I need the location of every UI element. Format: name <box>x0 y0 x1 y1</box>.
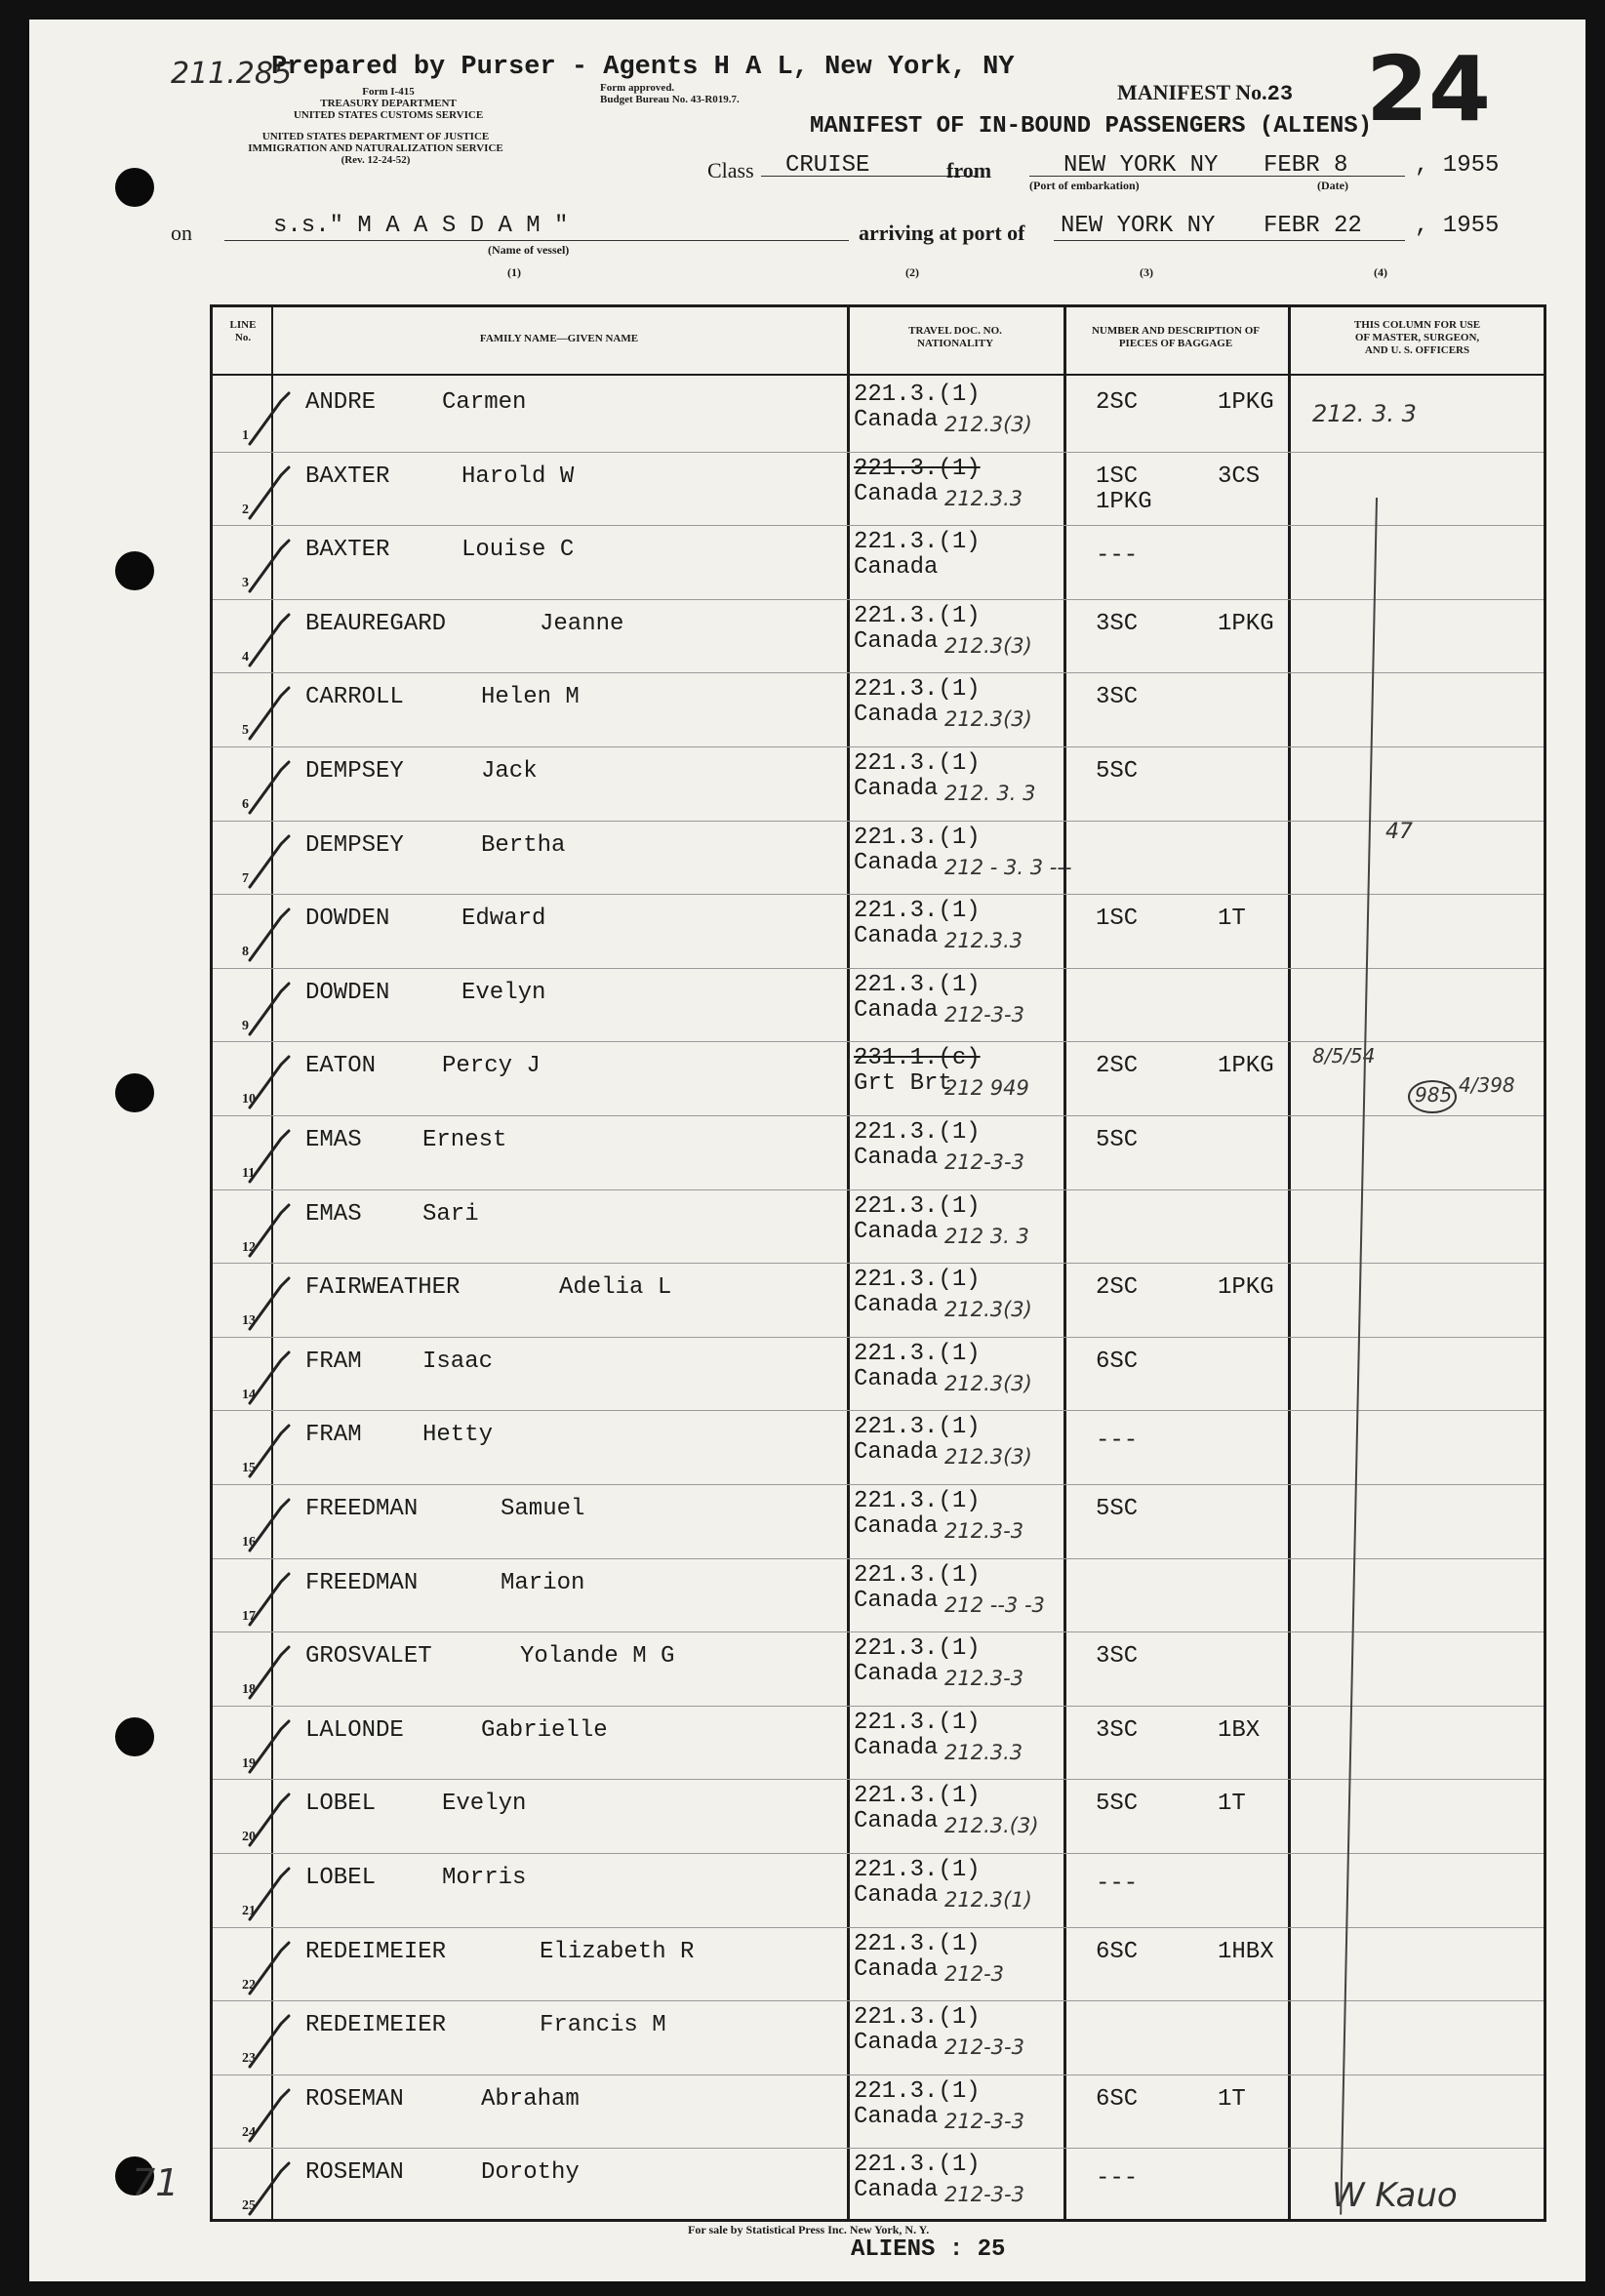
officer-note: 8/5/54 <box>1312 1044 1376 1067</box>
travel-doc-number: 221.3.(1) <box>854 2004 981 2032</box>
family-name: REDEIMEIER <box>305 2012 447 2039</box>
family-name: DOWDEN <box>305 906 390 933</box>
baggage-description: 1PKG <box>1218 1053 1274 1080</box>
arrival-date: FEBR 22 <box>1264 213 1362 239</box>
handwritten-code: 212.3.3 <box>944 1740 1023 1764</box>
line-number: 19 <box>242 1755 256 1771</box>
check-mark <box>242 2080 349 2149</box>
embarkation-date: FEBR 8 <box>1264 152 1348 179</box>
line-number: 21 <box>242 1904 256 1918</box>
line-number: 6 <box>242 797 249 812</box>
baggage-pieces: 6SC <box>1096 1938 1139 1965</box>
check-mark <box>242 900 349 968</box>
travel-doc-number: 221.3.(1) <box>854 1635 981 1663</box>
family-name: REDEIMEIER <box>305 1938 447 1965</box>
form-approved: Form approved. Budget Bureau No. 43-R019.7. <box>600 82 740 105</box>
baggage-pieces: 3SC <box>1096 684 1139 711</box>
handwritten-code: 212.3-3 <box>944 1667 1024 1691</box>
handwritten-code: 212.3-3 <box>944 1519 1024 1543</box>
check-mark <box>242 826 349 895</box>
footer-credit: For sale by Statistical Press Inc. New York, N. Y. <box>688 2223 930 2236</box>
given-name: Sari <box>422 1200 479 1228</box>
col-header-line: LINE No. <box>229 319 257 343</box>
baggage-pieces: 1SC <box>1096 906 1139 933</box>
row-divider <box>213 1189 1544 1190</box>
family-name: LALONDE <box>305 1716 404 1744</box>
travel-doc-number: 221.3.(1) <box>854 1192 981 1220</box>
from-label: from <box>946 158 992 182</box>
given-name: Elizabeth R <box>540 1938 695 1965</box>
binder-hole <box>115 1717 154 1756</box>
check-mark <box>242 1933 349 2001</box>
baggage-description: 1PKG <box>1218 389 1274 416</box>
vessel-caption: (Name of vessel) <box>488 243 570 257</box>
class-underline <box>761 176 976 177</box>
baggage-pieces: 3SC <box>1096 1643 1139 1671</box>
nationality: Canada <box>854 1513 939 1540</box>
row-divider <box>213 672 1544 673</box>
travel-doc-number: 221.3.(1) <box>854 971 981 998</box>
baggage-description: 1PKG <box>1218 1274 1274 1302</box>
travel-doc-number: 221.3.(1) <box>854 1783 981 1810</box>
table-row <box>213 746 1544 821</box>
class-label: Class <box>707 158 754 182</box>
given-name: Louise C <box>461 537 575 564</box>
nationality: Canada <box>854 1734 939 1761</box>
baggage-description: 1T <box>1218 2085 1246 2113</box>
baggage-pieces: 3SC <box>1096 1716 1139 1744</box>
handwritten-code: 212.3(3) <box>944 633 1032 658</box>
table-row <box>213 1115 1544 1189</box>
check-mark <box>242 752 349 821</box>
table-row <box>213 821 1544 895</box>
nationality: Canada <box>854 1292 939 1319</box>
handwritten-code: 212. 3. 3 <box>944 782 1036 805</box>
nationality: Canada <box>854 1955 939 1983</box>
check-mark <box>242 1637 349 1706</box>
row-divider <box>213 525 1544 526</box>
handwritten-code: 212.3(3) <box>944 707 1032 732</box>
row-divider <box>213 1115 1544 1116</box>
baggage-description: 1T <box>1218 906 1246 933</box>
check-mark <box>242 1416 349 1484</box>
travel-doc-number: 221.3.(1) <box>854 898 981 925</box>
page-number: 24 <box>1366 37 1492 141</box>
row-divider <box>213 1779 1544 1780</box>
check-mark <box>242 1343 349 1411</box>
travel-doc-number: 221.3.(1) <box>854 455 981 482</box>
family-name: DEMPSEY <box>305 831 404 859</box>
embarkation-year: , 1955 <box>1415 152 1500 179</box>
baggage-pieces: 6SC <box>1096 1348 1139 1375</box>
binder-hole <box>115 551 154 590</box>
binder-hole <box>115 168 154 207</box>
check-mark <box>242 2154 349 2222</box>
travel-doc-number: 221.3.(1) <box>854 2077 981 2105</box>
manifest-number-label: MANIFEST No.23 <box>1117 80 1294 106</box>
handwritten-code: 212.3(3) <box>944 413 1032 436</box>
officer-note: 985 <box>1415 1083 1453 1107</box>
family-name: FREEDMAN <box>305 1569 419 1596</box>
table-row <box>213 1853 1544 1927</box>
from-underline <box>1029 176 1405 177</box>
row-divider <box>213 1927 1544 1928</box>
line-number: 20 <box>242 1830 256 1845</box>
baggage-description: 1BX <box>1218 1716 1261 1744</box>
column-number-2: (2) <box>905 265 919 279</box>
check-mark <box>242 1859 349 1927</box>
nationality: Canada <box>854 1218 939 1245</box>
travel-doc-number: 231.1.(c) <box>854 1045 981 1072</box>
given-name: Evelyn <box>442 1791 527 1818</box>
handwritten-code: 212.3.3 <box>944 929 1023 953</box>
nationality: Canada <box>854 1365 939 1392</box>
header-divider <box>213 374 1544 376</box>
column-number-4: (4) <box>1374 265 1387 279</box>
given-name: Hetty <box>422 1422 494 1449</box>
table-row <box>213 1410 1544 1484</box>
manifest-sheet <box>29 20 1585 2281</box>
table-row <box>213 1558 1544 1632</box>
handwritten-code: 212.3(3) <box>944 1298 1032 1322</box>
check-mark <box>242 678 349 746</box>
table-row <box>213 672 1544 746</box>
table-row <box>213 525 1544 599</box>
check-mark <box>242 1712 349 1780</box>
nationality: Canada <box>854 1882 939 1909</box>
handwritten-code: 212 --3 -3 <box>944 1592 1045 1617</box>
table-row <box>213 599 1544 673</box>
baggage-description: 1T <box>1218 1791 1246 1818</box>
line-number: 17 <box>242 1608 256 1624</box>
family-name: FAIRWEATHER <box>305 1274 461 1302</box>
family-name: LOBEL <box>305 1865 377 1891</box>
given-name: Jack <box>481 758 538 785</box>
col-header-baggage: NUMBER AND DESCRIPTION OF PIECES OF BAGGAGE <box>1091 325 1261 349</box>
baggage-pieces: 1SC <box>1096 463 1139 490</box>
prepared-by: Prepared by Purser - Agents H A L, New York, NY <box>271 53 1015 82</box>
check-mark <box>242 458 349 526</box>
handwritten-code: 212.3(3) <box>944 1371 1032 1395</box>
line-number: 13 <box>242 1313 256 1329</box>
nationality: Canada <box>854 407 939 433</box>
doj-block: UNITED STATES DEPARTMENT OF JUSTICE IMMIGRATION AND NATURALIZATION SERVICE (Rev. 12-24-52) <box>248 131 503 166</box>
given-name: Marion <box>501 1569 585 1596</box>
nationality: Canada <box>854 2177 939 2204</box>
check-mark <box>242 1490 349 1558</box>
row-divider <box>213 1410 1544 1411</box>
travel-doc-number: 221.3.(1) <box>854 824 981 851</box>
travel-doc-number: 221.3.(1) <box>854 750 981 777</box>
baggage-description: 3CS <box>1218 463 1261 490</box>
travel-doc-number: 221.3.(1) <box>854 529 981 556</box>
family-name: BAXTER <box>305 463 390 490</box>
nationality: Canada <box>854 1587 939 1614</box>
row-divider <box>213 1853 1544 1854</box>
nationality: Canada <box>854 554 939 582</box>
nationality: Canada <box>854 2030 939 2057</box>
vessel-underline <box>224 240 849 241</box>
row-divider <box>213 746 1544 747</box>
col-header-travel-doc: TRAVEL DOC. NO. NATIONALITY <box>908 325 1002 349</box>
manifest-title: MANIFEST OF IN-BOUND PASSENGERS (ALIENS) <box>810 113 1373 140</box>
line-number: 4 <box>242 649 249 665</box>
handwritten-code: 212.3(3) <box>944 1445 1032 1470</box>
line-number: 12 <box>242 1239 256 1255</box>
row-divider <box>213 1337 1544 1338</box>
given-name: Bertha <box>481 831 566 859</box>
row-divider <box>213 1706 1544 1707</box>
table-row <box>213 1337 1544 1411</box>
handwritten-code: 212 949 <box>944 1076 1029 1101</box>
row-divider <box>213 894 1544 895</box>
line-number: 16 <box>242 1535 256 1550</box>
table-row <box>213 1631 1544 1706</box>
family-name: FRAM <box>305 1422 362 1449</box>
check-mark <box>242 383 349 452</box>
baggage-pieces: 5SC <box>1096 1791 1139 1818</box>
nationality: Canada <box>854 776 939 802</box>
check-mark <box>242 1785 349 1853</box>
travel-doc-number: 221.3.(1) <box>854 382 981 408</box>
travel-doc-number: 221.3.(1) <box>854 1267 981 1294</box>
baggage-pieces: 2SC <box>1096 1053 1139 1080</box>
given-name: Edward <box>461 906 546 933</box>
family-name: DOWDEN <box>305 979 390 1006</box>
aliens-total: ALIENS : 25 <box>851 2236 1006 2263</box>
line-number: 25 <box>242 2198 256 2214</box>
line-number: 23 <box>242 2051 256 2067</box>
table-row <box>213 1484 1544 1558</box>
row-divider <box>213 1558 1544 1559</box>
family-name: EATON <box>305 1053 377 1080</box>
check-mark <box>242 1121 349 1189</box>
nationality: Canada <box>854 849 939 876</box>
row-divider <box>213 821 1544 822</box>
family-name: CARROLL <box>305 684 404 711</box>
given-name: Abraham <box>481 2085 580 2113</box>
line-number: 10 <box>242 1092 256 1108</box>
family-name: DEMPSEY <box>305 758 404 785</box>
margin-note: 71 <box>132 2161 180 2204</box>
nationality: Canada <box>854 1661 939 1688</box>
baggage-pieces: --- <box>1096 2165 1139 2193</box>
given-name: Samuel <box>501 1496 585 1522</box>
handwritten-code: 212-3 <box>944 1961 1005 1986</box>
table-row <box>213 1263 1544 1337</box>
family-name: LOBEL <box>305 1791 377 1818</box>
baggage-pieces: 5SC <box>1096 1127 1139 1153</box>
travel-doc-number: 221.3.(1) <box>854 1488 981 1514</box>
given-name: Percy J <box>442 1053 541 1080</box>
table-row <box>213 968 1544 1042</box>
travel-doc-number: 221.3.(1) <box>854 1857 981 1883</box>
baggage-pieces: 6SC <box>1096 2085 1139 2113</box>
binder-hole <box>115 1073 154 1112</box>
line-number: 18 <box>242 1682 256 1698</box>
given-name: Yolande M G <box>520 1643 675 1671</box>
travel-doc-number: 221.3.(1) <box>854 1340 981 1367</box>
nationality: Canada <box>854 2103 939 2130</box>
row-divider <box>213 1263 1544 1264</box>
line-number: 5 <box>242 723 249 739</box>
given-name: Evelyn <box>461 979 546 1006</box>
handwritten-code: 212 3. 3 <box>944 1224 1029 1248</box>
form-info: Form I-415 TREASURY DEPARTMENT UNITED STATES CUSTOMS SERVICE <box>293 86 484 121</box>
check-mark <box>242 974 349 1042</box>
line-number: 15 <box>242 1461 256 1476</box>
handwritten-code: 212-3-3 <box>944 2183 1024 2207</box>
handwritten-code: 212-3-3 <box>944 2109 1024 2133</box>
family-name: GROSVALET <box>305 1643 432 1671</box>
nationality: Canada <box>854 1145 939 1171</box>
baggage-pieces: 2SC <box>1096 389 1139 416</box>
row-divider <box>213 968 1544 969</box>
given-name: Helen M <box>481 684 580 711</box>
table-row <box>213 452 1544 526</box>
line-number: 22 <box>242 1977 256 1993</box>
given-name: Jeanne <box>540 610 624 637</box>
row-divider <box>213 1041 1544 1042</box>
line-number: 14 <box>242 1387 256 1402</box>
table-row <box>213 1706 1544 1780</box>
given-name: Morris <box>442 1865 527 1891</box>
line-number: 7 <box>242 870 249 886</box>
travel-doc-number: 221.3.(1) <box>854 1414 981 1441</box>
row-divider <box>213 1484 1544 1485</box>
baggage-pieces: --- <box>1096 1428 1139 1455</box>
nationality: Canada <box>854 627 939 655</box>
given-name: Carmen <box>442 389 527 416</box>
port-caption: (Port of embarkation) <box>1029 179 1140 192</box>
col-header-name: FAMILY NAME—GIVEN NAME <box>479 333 639 344</box>
nationality: Canada <box>854 1439 939 1467</box>
check-mark <box>242 531 349 599</box>
nationality: Canada <box>854 996 939 1024</box>
baggage-pieces: 5SC <box>1096 758 1139 785</box>
handwritten-code: 212.3(1) <box>944 1888 1032 1912</box>
col-header-officers: THIS COLUMN FOR USE OF MASTER, SURGEON, AND U. S. OFFICERS <box>1353 319 1481 356</box>
table-row <box>213 894 1544 968</box>
arrival-year: , 1955 <box>1415 213 1500 239</box>
check-mark <box>242 1195 349 1264</box>
family-name: ROSEMAN <box>305 2159 404 2187</box>
baggage-pieces: --- <box>1096 543 1139 570</box>
given-name: Gabrielle <box>481 1716 608 1744</box>
date-caption: (Date) <box>1317 179 1348 192</box>
line-number: 3 <box>242 576 249 591</box>
handwritten-code: 212 - 3. 3 --- <box>944 855 1072 879</box>
table-row <box>213 1779 1544 1853</box>
travel-doc-number: 221.3.(1) <box>854 1561 981 1589</box>
baggage-pieces: --- <box>1096 1871 1139 1897</box>
baggage-pieces: 5SC <box>1096 1496 1139 1522</box>
class-value: CRUISE <box>785 152 870 179</box>
line-number: 11 <box>242 1166 256 1181</box>
travel-doc-number: 221.3.(1) <box>854 676 981 704</box>
given-name: Dorothy <box>481 2159 580 2187</box>
arrival-underline <box>1054 240 1405 241</box>
handwritten-code: 212-3-3 <box>944 1002 1024 1027</box>
family-name: BAXTER <box>305 537 390 564</box>
travel-doc-number: 221.3.(1) <box>854 1709 981 1736</box>
travel-doc-number: 221.3.(1) <box>854 1930 981 1957</box>
officer-initials: W Kauo <box>1332 2176 1458 2215</box>
nationality: Grt Brt <box>854 1070 952 1098</box>
family-name: EMAS <box>305 1127 362 1153</box>
handwritten-code: 212-3-3 <box>944 2035 1024 2060</box>
given-name: Adelia L <box>559 1274 672 1302</box>
baggage-pieces: 3SC <box>1096 610 1139 637</box>
officer-note: 47 <box>1385 820 1413 844</box>
travel-doc-number: 221.3.(1) <box>854 1119 981 1146</box>
nationality: Canada <box>854 1808 939 1835</box>
port-of-embarkation: NEW YORK NY <box>1063 152 1219 179</box>
travel-doc-number: 221.3.(1) <box>854 602 981 629</box>
given-name: Ernest <box>422 1127 507 1153</box>
handwritten-reference: 211.285 <box>171 57 293 91</box>
given-name: Harold W <box>461 463 575 490</box>
check-mark <box>242 1047 349 1115</box>
arrival-port: NEW YORK NY <box>1061 213 1216 239</box>
row-divider <box>213 1631 1544 1632</box>
handwritten-code: 212-3-3 <box>944 1150 1024 1174</box>
check-mark <box>242 1564 349 1632</box>
officer-note: 4/398 <box>1459 1073 1515 1097</box>
row-divider <box>213 599 1544 600</box>
nationality: Canada <box>854 480 939 507</box>
column-number-3: (3) <box>1140 265 1153 279</box>
baggage-description: 1HBX <box>1218 1938 1274 1965</box>
table-row <box>213 1189 1544 1264</box>
family-name: FREEDMAN <box>305 1496 419 1522</box>
family-name: EMAS <box>305 1200 362 1228</box>
handwritten-code: 212.3.(3) <box>944 1814 1039 1838</box>
column-number-1: (1) <box>507 265 521 279</box>
line-number: 24 <box>242 2124 256 2140</box>
on-label: on <box>171 221 192 245</box>
family-name: ANDRE <box>305 389 377 416</box>
travel-doc-number: 221.3.(1) <box>854 2152 981 2179</box>
handwritten-code: 212.3.3 <box>944 486 1023 510</box>
arriving-label: arriving at port of <box>859 221 1025 245</box>
given-name: Francis M <box>540 2012 666 2039</box>
baggage-pieces-extra: 1PKG <box>1096 488 1152 515</box>
line-number: 8 <box>242 945 249 960</box>
check-mark <box>242 2006 349 2074</box>
check-mark <box>242 1269 349 1337</box>
vessel-name: s.s." M A A S D A M " <box>273 213 569 239</box>
line-number: 9 <box>242 1018 249 1033</box>
officer-note: 212. 3. 3 <box>1312 400 1417 427</box>
row-divider <box>213 452 1544 453</box>
nationality: Canada <box>854 923 939 950</box>
baggage-description: 1PKG <box>1218 610 1274 637</box>
baggage-pieces: 2SC <box>1096 1274 1139 1302</box>
family-name: BEAUREGARD <box>305 610 447 637</box>
family-name: FRAM <box>305 1348 362 1375</box>
family-name: ROSEMAN <box>305 2085 404 2113</box>
nationality: Canada <box>854 702 939 729</box>
line-number: 2 <box>242 502 249 517</box>
check-mark <box>242 605 349 673</box>
line-number: 1 <box>242 428 249 443</box>
given-name: Isaac <box>422 1348 494 1375</box>
